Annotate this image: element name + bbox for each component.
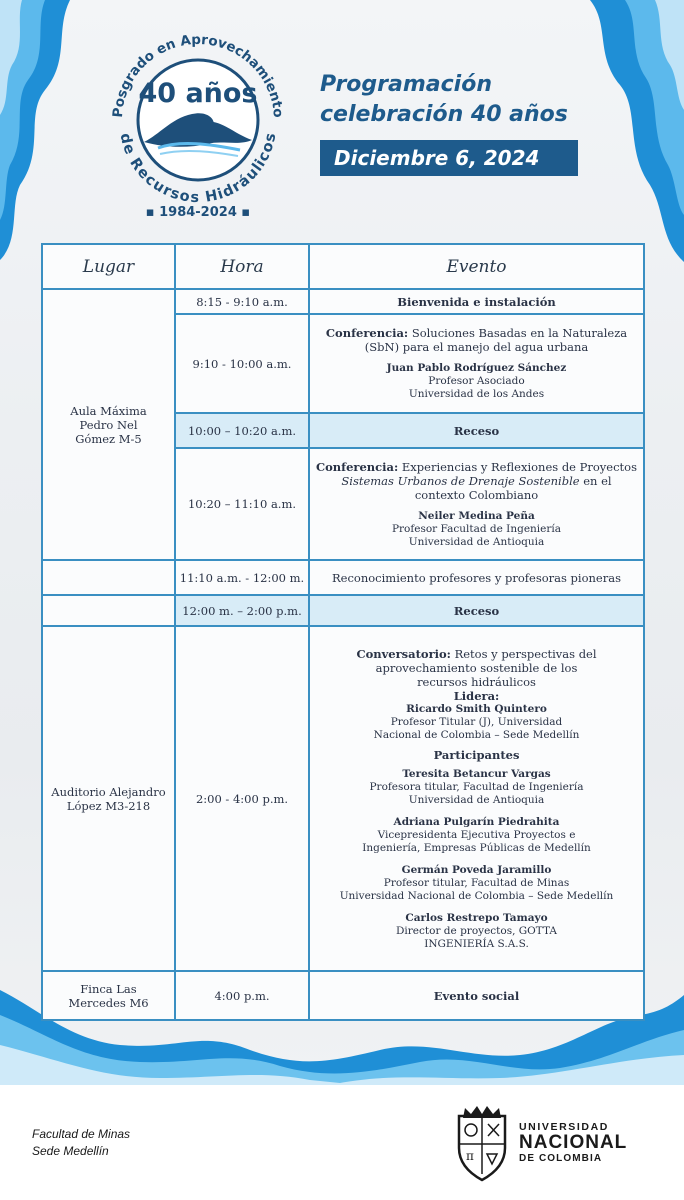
- event-cell: Evento social: [433, 988, 520, 1003]
- column-header-evento: Evento: [446, 257, 507, 277]
- speaker-name: Neiler Medina Peña: [418, 509, 535, 522]
- speaker-name: Teresita Betancur Vargas: [402, 767, 551, 780]
- svg-text:de Recursos Hidráulicos: de Recursos Hidráulicos: [116, 131, 279, 206]
- event-cell: Conferencia: Soluciones Basadas en la Naturaleza (SbN) para el manejo del agua urbana Juan Pablo Rodríguez Sánchez Profesor Asociado Universidad de los Andes: [325, 326, 628, 400]
- time-cell: 10:20 – 11:10 a.m.: [187, 497, 297, 511]
- speaker-name: Carlos Restrepo Tamayo: [405, 911, 548, 924]
- svg-text:π: π: [466, 1149, 474, 1163]
- time-cell: 12:00 m. – 2:00 p.m.: [182, 603, 302, 618]
- event-cell: Conferencia: Experiencias y Reflexiones de Proyectos Sistemas Urbanos de Drenaje Sostenible en el contexto Colombiano Neiler Medina Peña Profesor Facultad de Ingeniería Universidad de Antioquia: [315, 459, 637, 548]
- time-cell: 11:10 a.m. - 12:00 m.: [179, 570, 305, 585]
- speaker-name: Juan Pablo Rodríguez Sánchez: [386, 362, 567, 374]
- university-crest-icon: [451, 1104, 513, 1182]
- column-header-hora: Hora: [220, 257, 264, 277]
- page-title-line-2: celebración 40 años: [320, 102, 568, 127]
- logo-big-text: 40 años: [138, 78, 258, 109]
- time-cell: 2:00 - 4:00 p.m.: [195, 791, 289, 806]
- speaker-name: Germán Poveda Jaramillo: [401, 863, 552, 876]
- speaker-name: Adriana Pulgarín Piedrahita: [393, 815, 560, 828]
- faculty-label: Facultad de Minas Sede Medellín: [32, 1127, 131, 1158]
- time-cell: 9:10 - 10:00 a.m.: [192, 356, 292, 371]
- event-cell: Conversatorio: Retos y perspectivas del aprovechamiento sostenible de los recursos hidráulicos Lidera: Ricardo Smith Quintero Profesor Titular (J), Universidad Nacional de Colombia – Sede Medellín Participantes Teresita Betancur Vargas Profesora titular, Facultad de Ingeniería Universidad de Antioquia Adriana Pulgarín Piedrahita Vicepresidenta Ejecutiva Proyectos e Ingeniería, Empresas Públicas de Medellín Germán Poveda Jaramillo Profesor titular, Facultad de Minas Universidad Nacional de Colombia – Sede Medellín Carlos Restrepo Tamayo Director de proyectos, GOTTA INGENIERÍA S.A.S.: [339, 646, 614, 950]
- date-badge: Diciembre 6, 2024: [320, 140, 578, 176]
- time-cell: 10:00 – 10:20 a.m.: [187, 423, 297, 438]
- time-cell: 4:00 p.m.: [214, 988, 270, 1003]
- anniversary-logo: [100, 22, 296, 224]
- event-cell: Reconocimiento profesores y profesoras pioneras: [332, 570, 621, 585]
- column-header-lugar: Lugar: [82, 257, 135, 277]
- participants-heading: Participantes: [433, 747, 520, 762]
- schedule-table: [41, 243, 645, 1021]
- venue-cell: Finca Las Mercedes M6: [68, 981, 149, 1010]
- event-cell: Receso: [453, 423, 500, 438]
- university-wordmark: UNIVERSIDAD NACIONAL DE COLOMBIA: [519, 1121, 628, 1164]
- venue-cell: Auditorio Alejandro López M3-218: [51, 784, 166, 813]
- logo-years: ▪ 1984-2024 ▪: [145, 205, 251, 220]
- event-cell: Receso: [453, 603, 500, 618]
- event-cell: Bienvenida e instalación: [397, 294, 556, 309]
- time-cell: 8:15 - 9:10 a.m.: [196, 294, 288, 309]
- page-title-line-1: Programación: [320, 72, 492, 97]
- logo-arc-text: Posgrado en Aprovechamiento: [109, 31, 287, 119]
- venue-cell: Aula Máxima Pedro Nel Gómez M-5: [70, 403, 147, 446]
- speaker-name: Ricardo Smith Quintero: [406, 702, 547, 715]
- header: [320, 70, 650, 176]
